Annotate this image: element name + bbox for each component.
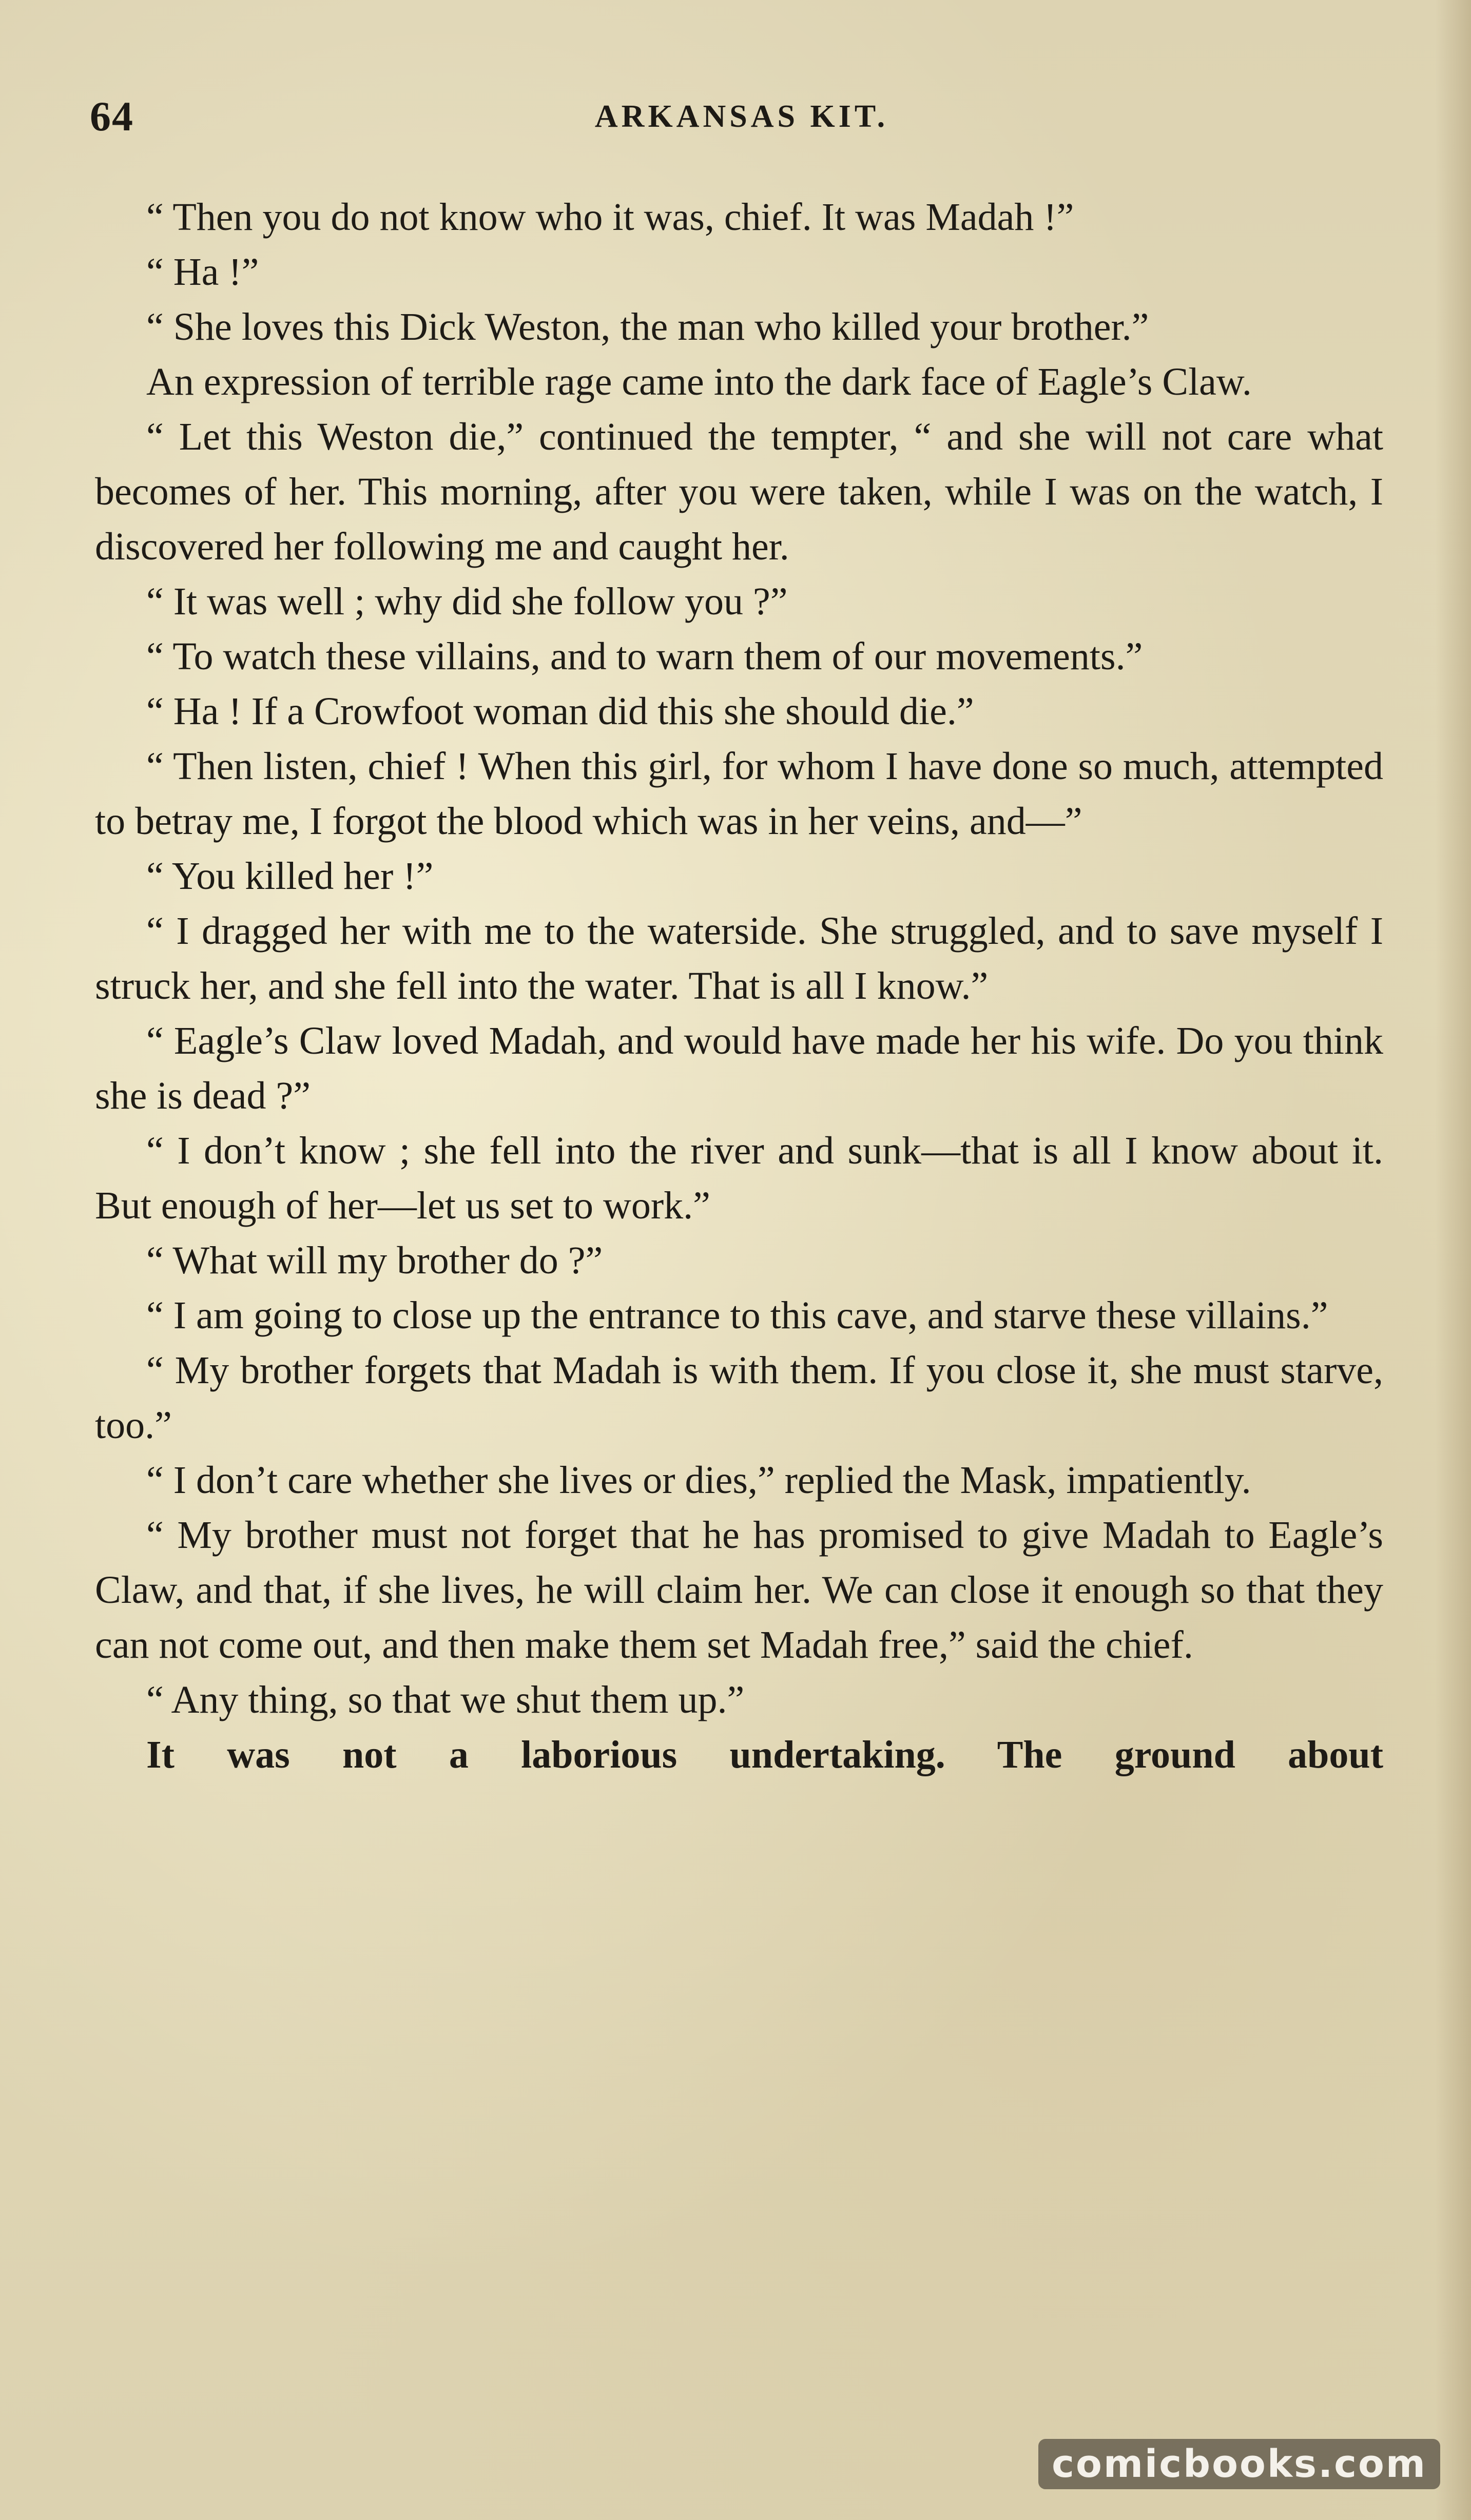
paragraph: “ My brother must not forget that he has promised to give Madah to Eagle’s Claw, and that, if she lives, he will claim her. We can close it enough so that they can not come out, and then make them set Madah free,” said the chief. xyxy=(95,1514,1383,1666)
body-text xyxy=(95,190,1383,1782)
paragraph: “ I am going to close up the entrance to this cave, and starve these villains.” xyxy=(146,1294,1328,1337)
paragraph: It was not a laborious undertaking. The ground about xyxy=(146,1733,1383,1776)
paragraph: “ Let this Weston die,” continued the tempter, “ and she will not care what becomes of her. This morning, after you were taken, while I was on the watch, I discovered her following me and caught her. xyxy=(95,415,1383,568)
paragraph: “ I don’t know ; she fell into the river and sunk—that is all I know about it. But enough of her—let us set to work.” xyxy=(95,1129,1383,1227)
paragraph: “ What will my brother do ?” xyxy=(146,1239,603,1282)
watermark: comicbooks.com xyxy=(1038,2439,1440,2489)
paragraph: “ To watch these villains, and to warn them of our movements.” xyxy=(146,635,1143,678)
page-header xyxy=(90,92,1393,149)
paragraph: “ Ha !” xyxy=(146,250,259,294)
paragraph: “ My brother forgets that Madah is with them. If you close it, she must starve, too.” xyxy=(95,1349,1383,1447)
paragraph: “ I don’t care whether she lives or dies,” replied the Mask, impatiently. xyxy=(146,1459,1251,1502)
paragraph: “ Then you do not know who it was, chief. It was Madah !” xyxy=(146,196,1074,239)
paragraph: “ Ha ! If a Crowfoot woman did this she should die.” xyxy=(146,690,974,733)
paragraph: “ Then listen, chief ! When this girl, for whom I have done so much, attempted to betray me, I forgot the blood which was in her veins, and—” xyxy=(95,745,1383,843)
running-title: ARKANSAS KIT. xyxy=(594,99,889,134)
page-edge-shadow xyxy=(1435,0,1471,2520)
paragraph: “ You killed her !” xyxy=(146,855,434,898)
paragraph: “ Any thing, so that we shut them up.” xyxy=(146,1678,745,1721)
paragraph: “ It was well ; why did she follow you ?” xyxy=(146,580,788,623)
page-number: 64 xyxy=(90,93,134,140)
paragraph: An expression of terrible rage came into the dark face of Eagle’s Claw. xyxy=(146,360,1252,403)
paragraph: “ She loves this Dick Weston, the man who killed your brother.” xyxy=(146,305,1149,348)
paragraph: “ I dragged her with me to the waterside. She struggled, and to save myself I struck her, and she fell into the water. That is all I know.” xyxy=(95,909,1383,1007)
paragraph: “ Eagle’s Claw loved Madah, and would have made her his wife. Do you think she is dead ?” xyxy=(95,1019,1383,1117)
